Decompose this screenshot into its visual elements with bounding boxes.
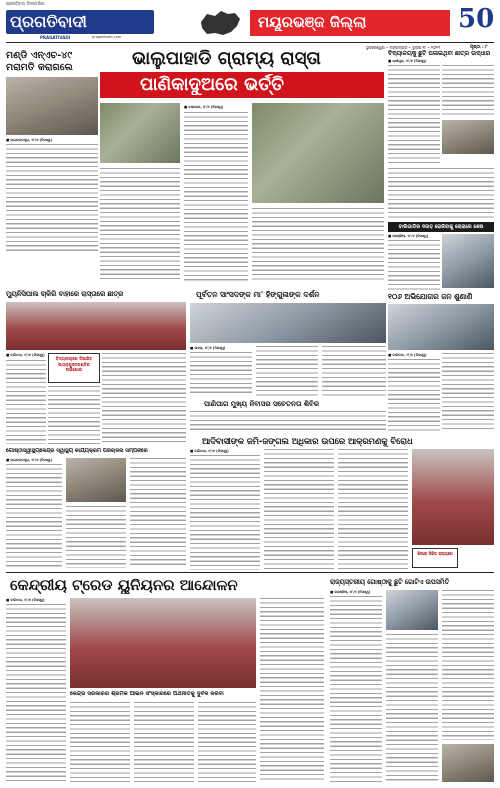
left-top-dateline: ■ ରାଇରଙ୍ଗପୁର, ୧୮/୭ (ନିଜସ୍ୱ) (6, 138, 53, 142)
right-top-photo (442, 120, 494, 154)
center-mid-headline: ପୂର୍ବତନ ସାଂସଦଙ୍କ ମା' ହିଙ୍ଗୁଳାଙ୍କ ଦର୍ଶନ (196, 290, 320, 299)
story-bottom-right (330, 576, 494, 782)
left-mid-body-3 (102, 353, 186, 444)
center-mid2-headline: ପାଣିପାଗ ମୁଖ୍ୟ ନିବାସର ସଚେତନତା ଶିବିର (204, 400, 320, 408)
section-title-banner (250, 10, 450, 36)
bottom-right-photo-2 (442, 744, 494, 782)
left-mid-headline: ମ୍ୟୁନିସିପାଲ ଚାକିରି ବାହାରେ ରାସ୍ତାରେ ଛାତ୍ର (6, 290, 124, 298)
wide-body-1 (190, 455, 260, 570)
left-mid-box-title: ବିଦ୍ୟାଳୟରେ ଦିଆଯିବ ପାଠ୍ୟପୁସ୍ତକଣ୍ଡିକ ଅଭିଯୋଗ (55, 356, 93, 372)
right-mid-headline-box (388, 222, 494, 232)
wide-box-title: ଝିଆରା ସିରିଜ ରାଜ୍ୟରେ (417, 551, 453, 556)
bottom-left-body-1 (6, 604, 66, 782)
bottom-right-headline: ରାଜ୍ୟସ୍ତରୀୟ ଗୋଷ୍ଠୀକୁ ଛୁଟି ଗୋଟିଏ ଉପସମିତି (330, 578, 450, 586)
anniversary-badge (454, 4, 494, 38)
left-small-body-2 (66, 506, 126, 568)
right-mid2-dateline: ■ ବାରିପଦା, ୧୮/୭ (ନିଜସ୍ୱ) (388, 353, 427, 357)
wide-box (412, 548, 458, 568)
story-right-mid2 (388, 292, 494, 432)
right-top-headline: ବିଦ୍ୟାଳୟକୁ ଛୁଟି ପଳାଇଥିବା ଛାତ୍ର ଉଦ୍ଧାର (388, 50, 491, 57)
bottom-left-body-5 (260, 598, 324, 782)
story-left-small (6, 448, 186, 568)
center-mid-dateline: ■ ଉଦଳା, ୧୮/୭ (ନିଜସ୍ୱ) (190, 346, 226, 350)
bottom-left-subheadline: କେନ୍ଦ୍ର ସରକାରର ଶ୍ରମିକ ଆଇନ ସଂସ୍କାରରେ ଅର୍ଥନୀତିକୁ ଦୁର୍ବଳ କରିବା (70, 691, 224, 697)
right-mid2-body-1 (388, 359, 440, 432)
right-mid-body (388, 240, 440, 290)
lead-headline-2-banner (100, 72, 384, 98)
left-small-headline: ଗୋଷ୍ଠୀସ୍ୱାସ୍ଥ୍ୟକେନ୍ଦ୍ର ସ୍ୱାସ୍ଥ୍ୟ କାର୍ଯ୍ୟକ୍ରମ ପରିଚାଳନା ସମ୍ପର୍କରେ (6, 448, 148, 454)
section-title: ମୟୂରଭଞ୍ଜ ଜିଲ୍ଲା (258, 13, 367, 31)
bottom-left-body-4 (198, 702, 256, 782)
right-mid-dateline: ■ କରଞ୍ଜିଆ, ୧୮/୭ (ନିଜସ୍ୱ) (388, 234, 429, 238)
left-top-body (6, 144, 98, 254)
left-small-dateline: ■ ରାଇରଙ୍ଗପୁର, ୧୮/୭ (ନିଜସ୍ୱ) (6, 458, 53, 462)
center-mid-body-2 (256, 346, 318, 396)
masthead-rule (6, 42, 494, 43)
story-wide (190, 436, 494, 570)
bottom-left-headline: କେନ୍ଦ୍ରୀୟ ଟ୍ରେଡ ୟୁନିୟନର ଆନ୍ଦୋଳନ (10, 576, 238, 594)
left-top-photo (6, 77, 98, 135)
right-mid-photo (442, 234, 494, 288)
bottom-right-body-3 (442, 590, 494, 740)
left-small-body-1 (6, 464, 62, 568)
left-mid-body-2 (48, 386, 100, 444)
center-mid-photo (190, 303, 386, 343)
story-right-top (388, 50, 494, 220)
lead-body-col1 (184, 112, 248, 282)
lead-dateline: ■ ବାହାଲଦା, ୧୮/୭ (ନିଜସ୍ୱ) (184, 105, 224, 109)
right-mid2-photo (388, 304, 494, 350)
bottom-right-body-1 (330, 596, 382, 782)
story-center-mid2 (190, 400, 386, 432)
district-map-icon (197, 8, 243, 38)
lead-body-col2 (252, 208, 384, 282)
page-number: ପୃଷ୍ଠା : ୮ (470, 45, 488, 50)
story-left-mid (6, 290, 186, 445)
bottom-rule (6, 572, 494, 573)
wide-body-3 (338, 449, 408, 570)
story-right-mid (388, 222, 494, 290)
masthead-logo (6, 10, 154, 34)
left-small-body-3 (130, 458, 186, 568)
right-top-body-2 (442, 65, 494, 117)
bottom-right-photo (386, 590, 438, 630)
lead-photo-main (252, 103, 384, 203)
center-mid-body-3 (322, 346, 386, 396)
right-mid2-headline: ୧୦୬ ଅଭିଯୋଗର ଜନ ଶୁଣାଣି (388, 292, 473, 301)
right-top-body-1 (388, 65, 440, 165)
lead-body-col0 (100, 168, 180, 282)
left-mid-dateline: ■ ବାରିପଦା, ୧୮/୭ (ନିଜସ୍ୱ) (6, 353, 45, 357)
logo-text: ପ୍ରଗତିବାଦୀ (10, 12, 87, 31)
bottom-right-dateline: ■ କରଞ୍ଜିଆ, ୧୮/୭ (ନିଜସ୍ୱ) (330, 590, 371, 594)
right-top-dateline: ■ ଯଶୀପୁର, ୧୮/୭ (ନିଜସ୍ୱ) (388, 59, 427, 63)
lead-photo-left (100, 103, 180, 163)
left-mid-box (48, 353, 100, 383)
masthead (0, 0, 500, 42)
right-mid-headline: ବାଲିଗାଡିର ଦଉଡ଼ ରୋକିବାକୁ ଚୋରାରେ ଶେଷ (398, 224, 484, 230)
story-center-mid (190, 290, 386, 396)
anniversary-number: 50 (458, 4, 494, 34)
left-small-photo (66, 458, 126, 502)
logo-subtitle: PRAGATIVADI (40, 35, 71, 40)
website: pragativadi.com (92, 35, 122, 39)
center-mid2-body (190, 411, 386, 432)
left-top-headline-2: ମରାମତି କରାଗଲେ (6, 62, 73, 73)
story-left-top (6, 50, 98, 255)
bottom-left-body-3 (134, 702, 194, 782)
top-note: ପ୍ରଗତିବାଦୀ ଦିନପତ୍ରିକା (6, 1, 45, 6)
lead-headline-2: ପାଣିକାଦୁଅରେ ଭର୍ତ୍ତି (140, 74, 284, 95)
center-mid-body-1 (190, 352, 252, 396)
wide-headline: ଆଦିବାସୀଙ୍କ ଜମି-ଜଙ୍ଗଲ ଅଧିକାର ଉପରେ ଆକ୍ରମଣକୁ ବିରୋଧ (202, 436, 413, 446)
wide-photo (412, 449, 494, 545)
bottom-left-photo (70, 598, 256, 688)
wide-dateline: ■ ବାରିପଦା, ୧୮/୭ (ନିଜସ୍ୱ) (190, 449, 229, 453)
lead-headline-1: ଭାଲୁପାହାଡି ଗ୍ରାମ୍ୟ ରାସ୍ତା (132, 48, 321, 69)
right-top-body-3 (388, 168, 494, 218)
date-line: ଭୁବନେଶ୍ୱର • ମଙ୍ଗଳବାର • ଜୁଲାଇ ୧୮ • ୨୦୨୩ (366, 45, 441, 50)
story-bottom-left (6, 576, 326, 782)
wide-body-2 (264, 449, 334, 570)
bottom-left-dateline: ■ ବାରିପଦା, ୧୮/୭ (ନିଜସ୍ୱ) (6, 598, 45, 602)
bottom-right-body-2 (386, 634, 438, 782)
left-mid-photo (6, 302, 186, 350)
right-mid2-body-2 (442, 353, 494, 432)
bottom-left-body-2 (70, 702, 130, 782)
story-lead (100, 48, 384, 283)
left-mid-body-1 (6, 360, 46, 444)
left-top-headline-1: ମଣ୍ଡି ଏନ୍‌ଏଚ-୪୯ (6, 50, 73, 61)
